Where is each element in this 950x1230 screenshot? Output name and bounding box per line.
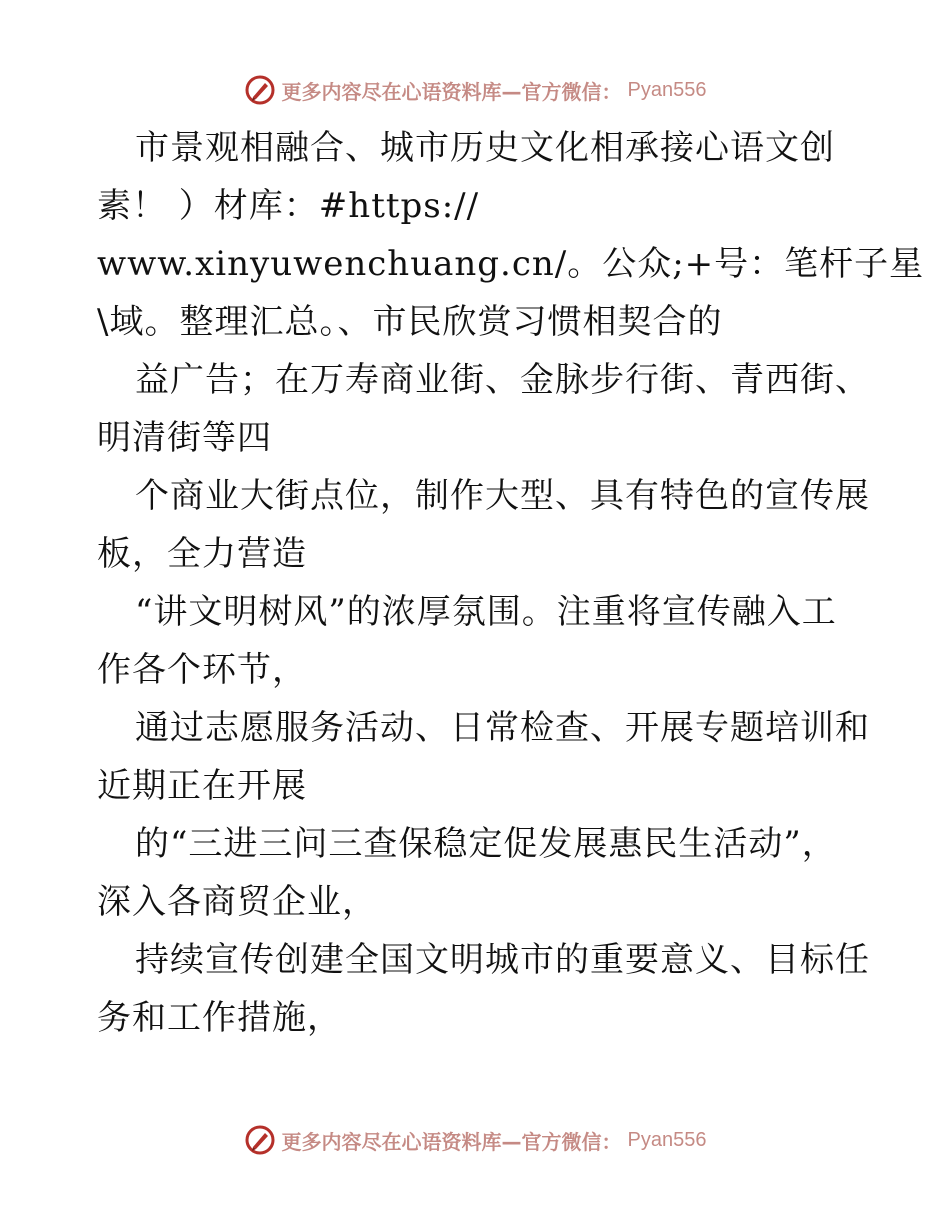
- body-line: 市景观相融合、城市历史文化相承接心语文创: [135, 128, 835, 168]
- footer-banner: [0, 1120, 950, 1160]
- body-line: 个商业大街点位，制作大型、具有特色的宣传展: [135, 476, 870, 516]
- body-line: 益广告；在万寿商业街、金脉步行街、青西街、: [135, 360, 870, 400]
- body-line: 素！ ）材库：#https://: [97, 186, 480, 226]
- body-line: 的“三进三问三查保稳定促发展惠民生活动”，: [135, 824, 837, 864]
- body-line: 作各个环节，: [97, 650, 307, 690]
- body-line: 务和工作措施，: [97, 998, 342, 1038]
- document-body: [97, 119, 925, 1047]
- header-wechat-id: Pyan556: [627, 78, 707, 101]
- header-banner: [0, 70, 950, 110]
- body-line: 明清街等四: [97, 418, 272, 458]
- body-line: \域。整理汇总。、市民欣赏习惯相契合的: [97, 302, 723, 342]
- body-line: 通过志愿服务活动、日常检查、开展专题培训和: [135, 708, 870, 748]
- pen-logo-icon: [244, 74, 276, 106]
- footer-banner-text: 更多内容尽在心语资料库—官方微信：: [281, 1129, 622, 1154]
- body-line: www.xinyuwenchuang.cn/。公众;+号：笔杆子星: [97, 244, 925, 284]
- body-line: 板，全力营造: [97, 534, 307, 574]
- header-banner-text: 更多内容尽在心语资料库—官方微信：: [281, 79, 622, 104]
- body-line: 近期正在开展: [97, 766, 307, 806]
- body-line: 深入各商贸企业，: [97, 882, 377, 922]
- pen-logo-icon: [244, 1124, 276, 1156]
- body-line: “讲文明树风”的浓厚氛围。注重将宣传融入工: [135, 592, 837, 632]
- body-line: 持续宣传创建全国文明城市的重要意义、目标任: [135, 940, 870, 980]
- footer-wechat-id: Pyan556: [627, 1128, 707, 1151]
